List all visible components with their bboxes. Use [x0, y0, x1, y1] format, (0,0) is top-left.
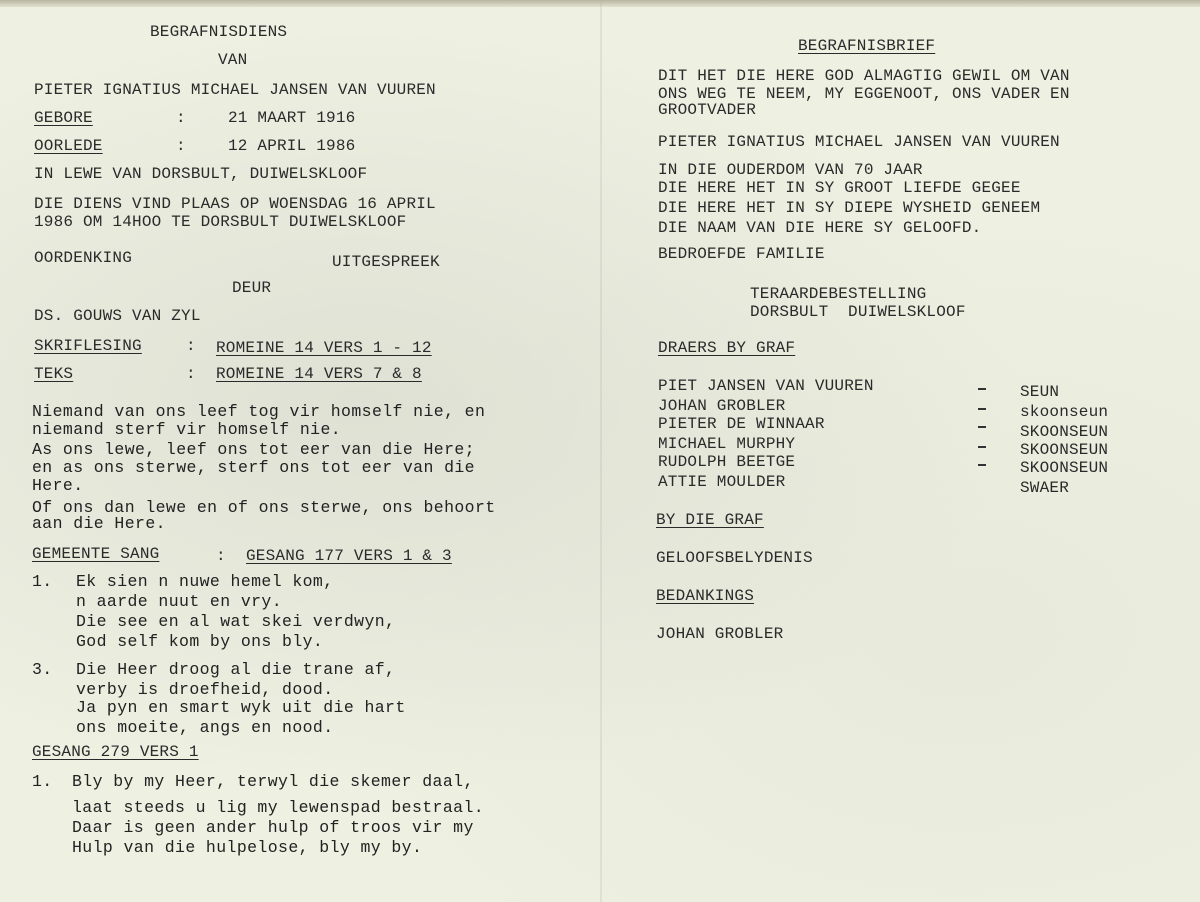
died-separator: : [176, 137, 186, 155]
bereaved-family: BEDROEFDE FAMILIE [658, 245, 825, 263]
bearer-relation: SKOONSEUN [1020, 459, 1109, 477]
bearer-relation: SWAER [1020, 479, 1070, 497]
burial-line: DORSBULT DUIWELSKLOOF [750, 303, 966, 321]
at-grave-title: BY DIE GRAF [656, 511, 764, 529]
song1-reference: GESANG 177 VERS 1 & 3 [246, 547, 452, 565]
bearer-dash [978, 464, 986, 466]
age-line: DIE NAAM VAN DIE HERE SY GELOOFD. [658, 219, 982, 237]
bearer-name: PIETER DE WINNAAR [658, 415, 825, 433]
bearer-dash [978, 408, 986, 410]
bearer-dash [978, 388, 986, 390]
service-title: BEGRAFNISDIENS [150, 23, 288, 41]
announcement-line: ONS WEG TE NEEM, MY EGGENOOT, ONS VADER EN [658, 85, 1070, 103]
song1-label: GEMEENTE SANG [32, 545, 160, 563]
song1-verse1-line: God self kom by ons bly. [76, 632, 324, 651]
reading-reference: ROMEINE 14 VERS 1 - 12 [216, 339, 432, 357]
bearer-dash [978, 426, 986, 428]
bearer-dash [978, 446, 986, 448]
thanks-title: BEDANKINGS [656, 587, 755, 605]
residence: IN LEWE VAN DORSBULT, DUIWELSKLOOF [34, 165, 368, 183]
born-separator: : [176, 109, 186, 127]
song1-verse1-line: n aarde nuut en vry. [76, 592, 283, 611]
song1-verse3-line: Die Heer droog al die trane af, [76, 660, 396, 679]
text-label: TEKS [34, 365, 74, 383]
burial-line: TERAARDEBESTELLING [750, 285, 927, 303]
song1-verse3-number: 3. [32, 660, 53, 679]
song1-verse1-line: Die see en al wat skei verdwyn, [76, 612, 396, 631]
verse-line: aan die Here. [32, 514, 166, 533]
bearer-name: MICHAEL MURPHY [658, 435, 796, 453]
sermon-label: OORDENKING [34, 249, 133, 267]
by-label: DEUR [232, 279, 272, 297]
song1-verse3-line: verby is droefheid, dood. [76, 680, 334, 699]
bearer-relation: SKOONSEUN [1020, 441, 1109, 459]
announcement-line: GROOTVADER [658, 101, 757, 119]
announcement-line: DIT HET DIE HERE GOD ALMAGTIG GEWIL OM VAN [658, 67, 1070, 85]
minister-name: DS. GOUWS VAN ZYL [34, 307, 201, 325]
bearer-relation: SEUN [1020, 383, 1060, 401]
text-separator: : [186, 365, 196, 383]
song1-verse3-line: Ja pyn en smart wyk uit die hart [76, 698, 406, 717]
song2-reference: GESANG 279 VERS 1 [32, 743, 199, 761]
center-fold [600, 0, 602, 902]
song2-verse1-line: Hulp van die hulpelose, bly my by. [72, 838, 423, 857]
deceased-name-right: PIETER IGNATIUS MICHAEL JANSEN VAN VUUREN [658, 133, 1060, 151]
age-line: DIE HERE HET IN SY DIEPE WYSHEID GENEEM [658, 199, 1041, 217]
song2-verse1-line: laat steeds u lig my lewenspad bestraal. [72, 798, 485, 817]
bearer-name: RUDOLPH BEETGE [658, 453, 796, 471]
service-line-1: DIE DIENS VIND PLAAS OP WOENSDAG 16 APRIL [34, 195, 436, 213]
bearer-name: PIET JANSEN VAN VUUREN [658, 377, 874, 395]
song1-verse1-line: Ek sien n nuwe hemel kom, [76, 572, 334, 591]
age-line: DIE HERE HET IN SY GROOT LIEFDE GEGEE [658, 179, 1021, 197]
age-line: IN DIE OUDERDOM VAN 70 JAAR [658, 161, 923, 179]
born-date: 21 MAART 1916 [228, 109, 356, 127]
song1-verse3-line: ons moeite, angs en nood. [76, 718, 334, 737]
reading-separator: : [186, 337, 196, 355]
bearers-title: DRAERS BY GRAF [658, 339, 796, 357]
verse-line: Of ons dan lewe en of ons sterwe, ons behoort [32, 498, 496, 517]
bearer-relation: skoonseun [1020, 403, 1109, 421]
song2-verse1-line: Daar is geen ander hulp of troos vir my [72, 818, 474, 837]
verse-line: Here. [32, 476, 84, 495]
song2-verse1-line: Bly by my Heer, terwyl die skemer daal, [72, 772, 474, 791]
verse-line: Niemand van ons leef tog vir homself nie, en [32, 402, 486, 421]
died-label: OORLEDE [34, 137, 103, 155]
reading-label: SKRIFLESING [34, 337, 142, 355]
song2-verse1-number: 1. [32, 772, 53, 791]
thanks-name: JOHAN GROBLER [656, 625, 784, 643]
verse-line: As ons lewe, leef ons tot eer van die Here; [32, 440, 475, 459]
deceased-name: PIETER IGNATIUS MICHAEL JANSEN VAN VUUREN [34, 81, 436, 99]
bearer-name: JOHAN GROBLER [658, 397, 786, 415]
died-date: 12 APRIL 1986 [228, 137, 356, 155]
service-line-2: 1986 OM 14HOO TE DORSBULT DUIWELSKLOOF [34, 213, 407, 231]
delivered-label: UITGESPREEK [332, 253, 440, 271]
born-label: GEBORE [34, 109, 93, 127]
letter-title: BEGRAFNISBRIEF [798, 37, 936, 55]
verse-line: niemand sterf vir homself nie. [32, 420, 342, 439]
creed: GELOOFSBELYDENIS [656, 549, 813, 567]
bearer-relation: SKOONSEUN [1020, 423, 1109, 441]
song1-verse1-number: 1. [32, 572, 53, 591]
of-label: VAN [218, 51, 248, 69]
text-reference: ROMEINE 14 VERS 7 & 8 [216, 365, 422, 383]
bearer-name: ATTIE MOULDER [658, 473, 786, 491]
song1-separator: : [216, 547, 226, 565]
verse-line: en as ons sterwe, sterf ons tot eer van die [32, 458, 475, 477]
